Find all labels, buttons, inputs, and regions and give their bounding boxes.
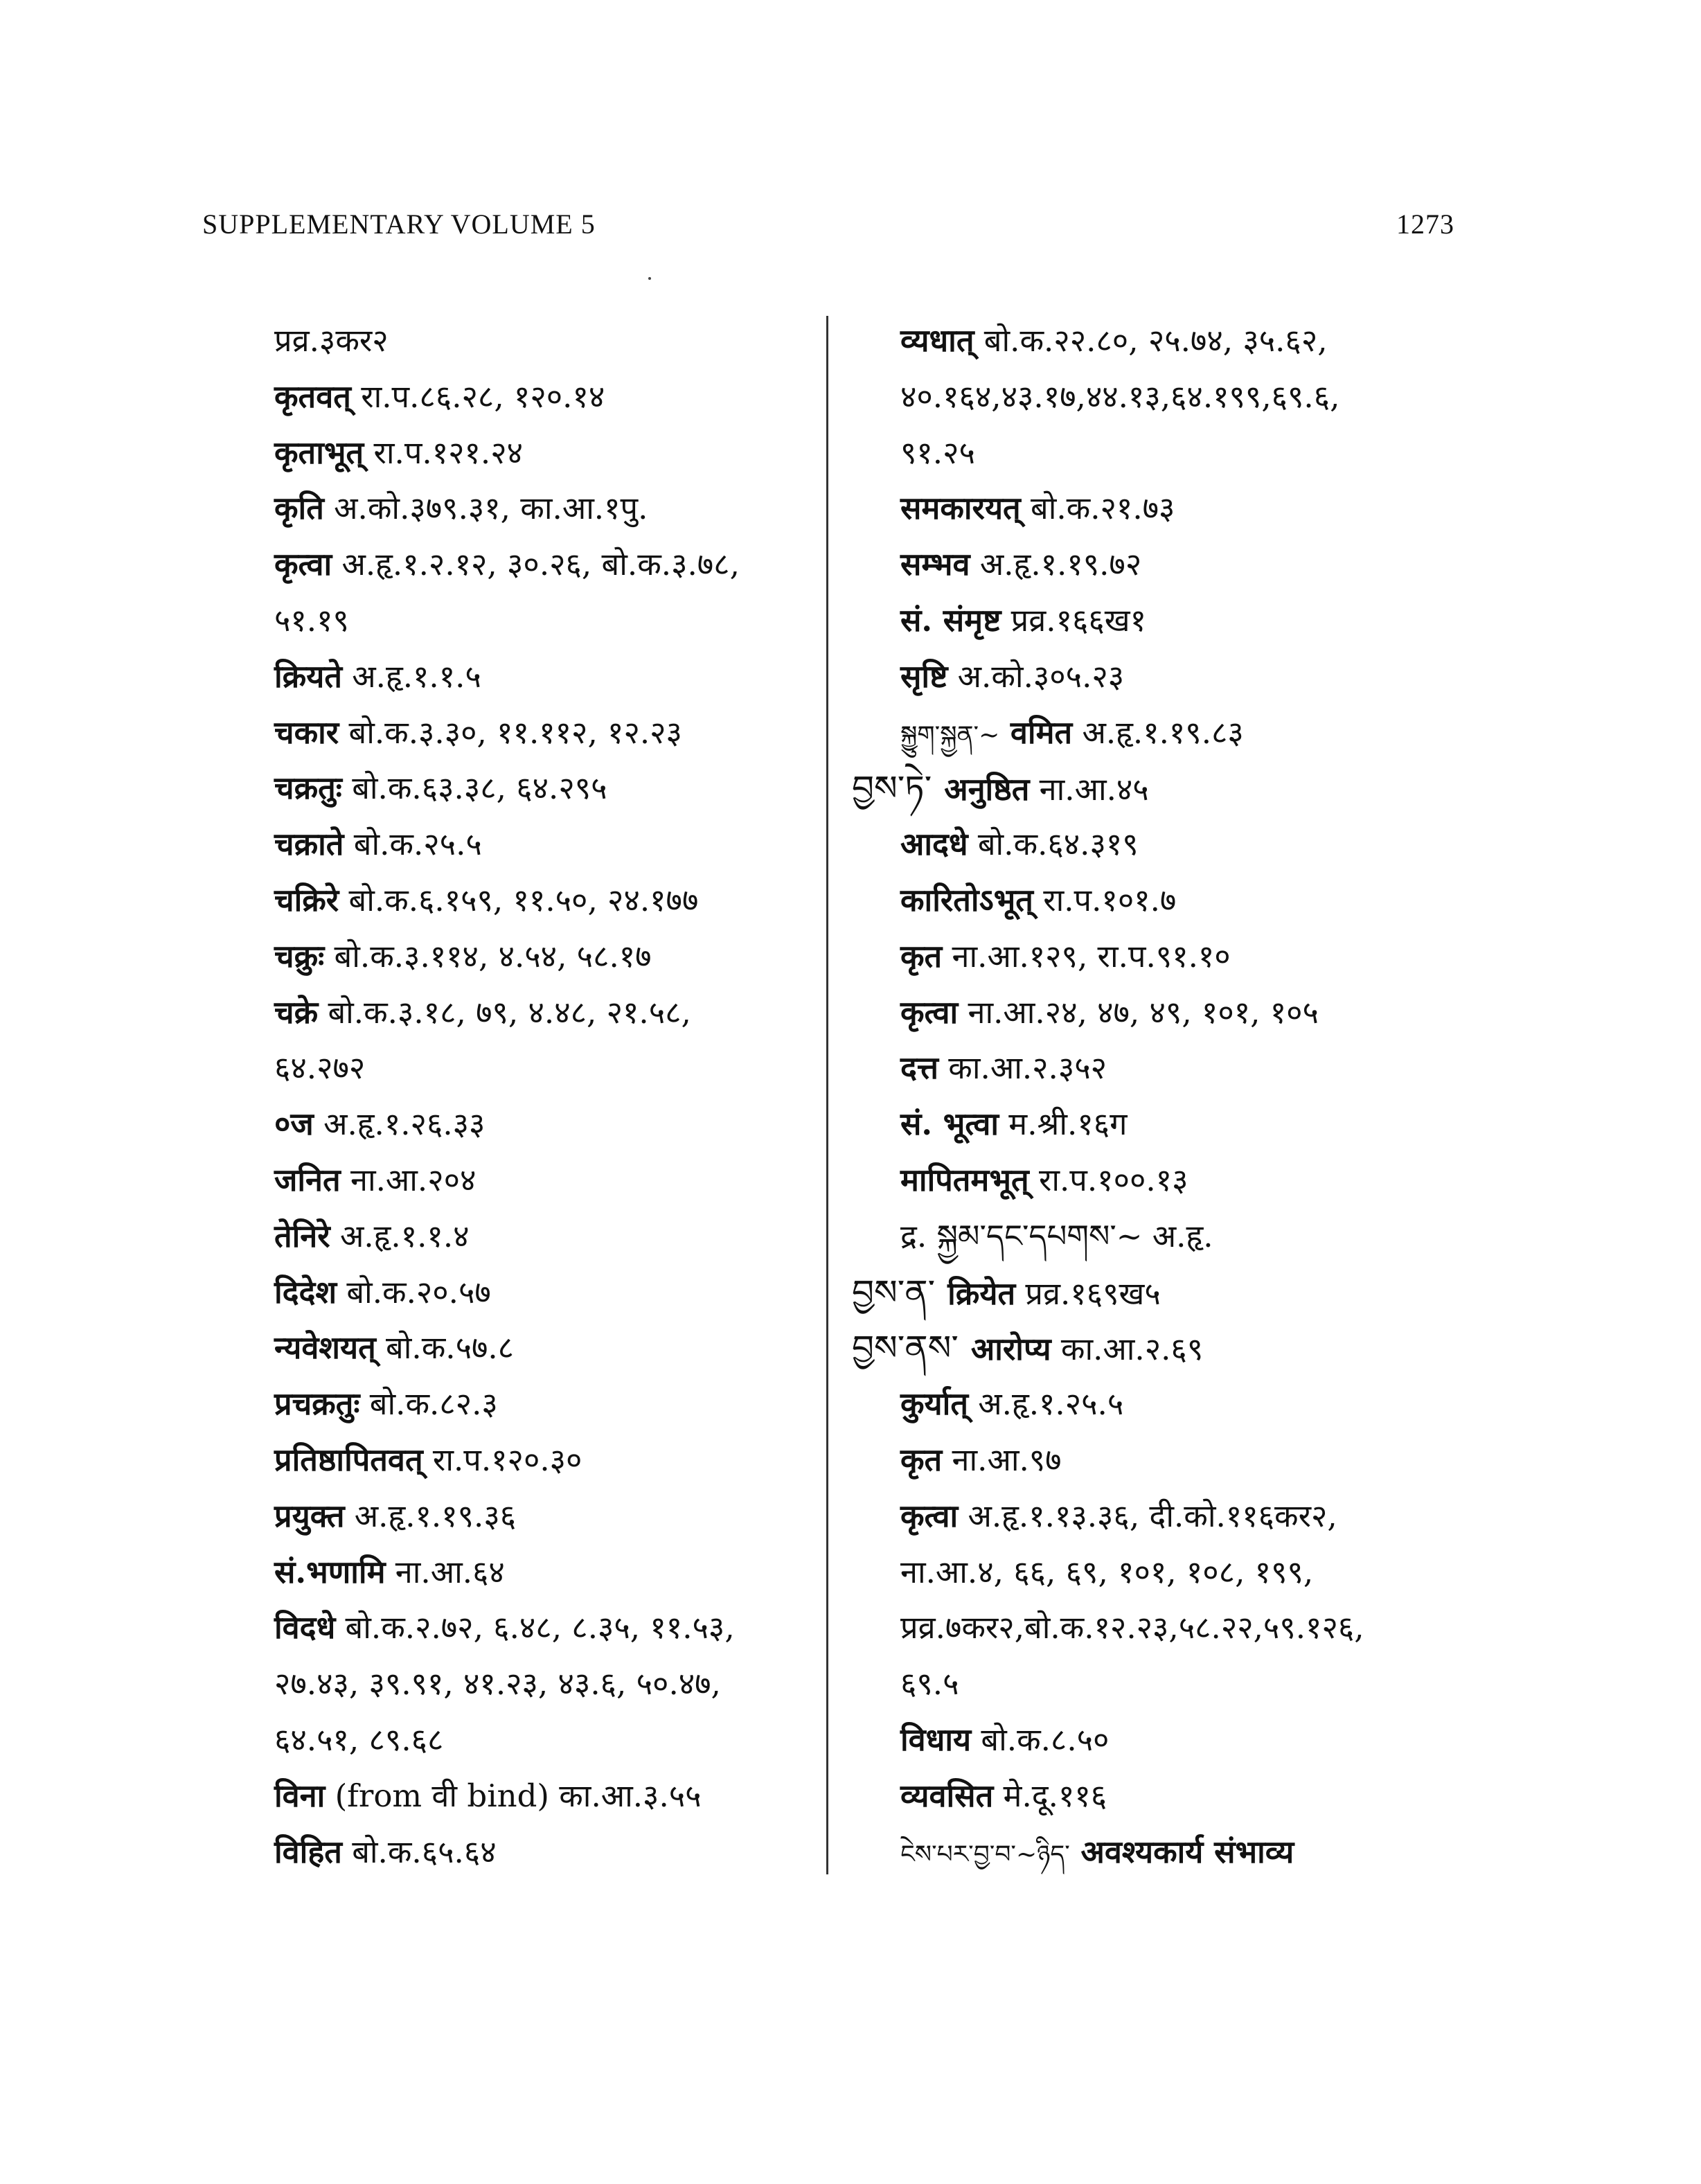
dictionary-line: [274, 369, 821, 425]
dictionary-line: [274, 985, 821, 1041]
citation: प्रव्र.१६६ख१: [1001, 601, 1147, 639]
dictionary-line: [852, 1656, 1475, 1712]
headword: सं. भूत्वा: [900, 1106, 999, 1143]
headword: न्यवेशयत्: [274, 1329, 376, 1367]
citation: अ.हृ.१.१९.८३: [1072, 713, 1244, 751]
citation: का.आ.२.३५२: [938, 1049, 1107, 1087]
citation: ६९.५: [900, 1665, 959, 1703]
headword: चक्राते: [274, 826, 344, 863]
dictionary-line: [274, 1712, 821, 1768]
dictionary-line: [852, 929, 1475, 985]
dictionary-line: [852, 1209, 1475, 1265]
citation: बो.क.८.५०: [971, 1721, 1110, 1758]
dictionary-line: [852, 1265, 1475, 1321]
citation: अ.हृ.१.२५.५: [968, 1385, 1124, 1423]
column-divider: [826, 316, 828, 1874]
citation: ना.आ.९७: [942, 1441, 1062, 1478]
citation: ना.आ.१२९, रा.प.९१.१०: [942, 937, 1231, 975]
headword: कृतवत्: [274, 378, 351, 415]
dictionary-line: [852, 1432, 1475, 1489]
headword: जनित: [274, 1161, 341, 1198]
dictionary-line: [852, 1825, 1475, 1881]
left-column: [274, 313, 821, 1880]
dictionary-line: [274, 705, 821, 761]
citation: ना.आ.४५: [1029, 771, 1149, 808]
headword: कृत्वा: [900, 993, 959, 1031]
citation: ९१.२५: [900, 434, 975, 471]
headword: क्रियेत: [947, 1275, 1016, 1312]
citation: अ.को.३७९.३१, का.आ.१पु.: [323, 490, 648, 527]
citation: बो.क.२.७२, ६.४८, ८.३५, ११.५३,: [335, 1609, 735, 1646]
citation: बो.क.६४.३१९: [968, 826, 1139, 863]
dictionary-line: [274, 425, 821, 481]
citation: बो.क.३.११४, ४.५४, ५८.१७: [324, 937, 652, 975]
dictionary-line: [274, 1097, 821, 1153]
dictionary-line: [274, 929, 821, 985]
tibetan-term: བྱས་ན་: [852, 1272, 936, 1313]
dictionary-line: [852, 761, 1475, 817]
citation: ना.आ.६४: [385, 1553, 505, 1590]
citation: अ.हृ.१.२.१२, ३०.२६, बो.क.३.७८,: [332, 546, 740, 583]
citation: प्रव्र.७कर२,बो.क.१२.२३,५८.२२,५९.१२६,: [900, 1609, 1364, 1646]
dictionary-line: [852, 705, 1475, 761]
dictionary-line: [852, 1768, 1475, 1825]
dictionary-line: [274, 817, 821, 873]
citation: द्र. སྐྱམ་དང་དཔགས་~ अ.हृ.: [900, 1217, 1213, 1254]
dictionary-line: [852, 313, 1475, 369]
dictionary-line: [852, 817, 1475, 873]
dictionary-line: [274, 1040, 821, 1097]
headword: विहित: [274, 1833, 342, 1870]
citation: का.आ.२.६९: [1051, 1331, 1204, 1368]
headword: कारितोऽभूत्: [900, 881, 1033, 918]
dictionary-line: [274, 537, 821, 593]
citation: अ.हृ.१.१.४: [330, 1217, 470, 1254]
headword: चक्रुः: [274, 937, 325, 975]
headword: सं.भणामि: [274, 1553, 386, 1590]
headword: विधाय: [900, 1721, 972, 1758]
running-head: [202, 208, 1454, 249]
citation: अ.हृ.१.२६.३३: [313, 1106, 486, 1143]
dictionary-line: [852, 1489, 1475, 1545]
citation: रा.प.१००.१३: [1028, 1161, 1188, 1198]
dictionary-line: [852, 481, 1475, 537]
dictionary-line: [852, 369, 1475, 425]
headword: विना: [274, 1777, 326, 1814]
headword: कृत: [900, 937, 943, 975]
citation: बो.क.२१.७३: [1020, 490, 1175, 527]
dictionary-line: [274, 1209, 821, 1265]
headword: ०ज: [274, 1106, 314, 1143]
dictionary-line: [852, 985, 1475, 1041]
citation: बो.क.६.१५९, ११.५०, २४.१७७: [339, 881, 699, 918]
headword: दिदेश: [274, 1273, 337, 1311]
dictionary-line: [852, 873, 1475, 929]
citation: अ.हृ.१.१३.३६, दी.को.११६कर२,: [958, 1497, 1337, 1534]
headword: सं. संमृष्ट: [900, 601, 1001, 639]
dictionary-line: [274, 873, 821, 929]
citation: बो.क.२०.५७: [337, 1273, 491, 1311]
citation: रा.प.८६.२८, १२०.१४: [350, 378, 605, 415]
headword: चक्रिरे: [274, 881, 339, 918]
dictionary-line: [274, 1265, 821, 1321]
citation: रा.प.१२१.२४: [364, 434, 523, 471]
headword: कृति: [274, 490, 324, 527]
citation: ना.आ.२०४: [340, 1161, 477, 1198]
citation: बो.क.६५.६४: [341, 1833, 497, 1870]
headword: अवश्यकार्य संभाव्य: [1069, 1833, 1294, 1870]
dictionary-line: [274, 1545, 821, 1601]
dictionary-line: [852, 1376, 1475, 1432]
citation: बो.क.२२.८०, २५.७४, ३५.६२,: [974, 322, 1328, 359]
dictionary-line: [852, 1040, 1475, 1097]
headword: प्रयुक्त: [274, 1497, 345, 1534]
headword: विदधे: [274, 1609, 336, 1646]
citation: ना.आ.४, ६६, ६९, १०१, १०८, १९९,: [900, 1553, 1314, 1590]
headword: वमित: [999, 713, 1073, 751]
citation: प्रव्र.१६९ख५: [1015, 1275, 1161, 1312]
dictionary-line: [274, 1489, 821, 1545]
headword: सृष्टि: [900, 657, 948, 695]
citation: बो.क.५७.८: [375, 1329, 515, 1367]
citation: (from वी bind) का.आ.३.५५: [325, 1777, 702, 1814]
citation: म.श्री.१६ग: [999, 1106, 1128, 1143]
headword: प्रचक्रतुः: [274, 1385, 360, 1423]
dictionary-line: [274, 1825, 821, 1881]
right-column: [852, 313, 1475, 1880]
dictionary-line: [852, 649, 1475, 705]
dictionary-line: [274, 1432, 821, 1489]
headword: चक्रे: [274, 993, 319, 1031]
dictionary-line: [852, 1097, 1475, 1153]
dictionary-line: [274, 1600, 821, 1656]
headword: तेनिरे: [274, 1217, 330, 1254]
dictionary-line: [274, 1656, 821, 1712]
tibetan-term: ངེས་པར་བྱ་བ་~ཉིད་: [900, 1840, 1070, 1869]
dictionary-line: [274, 1768, 821, 1825]
headword: दत्त: [900, 1049, 938, 1087]
dictionary-line: [274, 1153, 821, 1209]
dictionary-line: [274, 761, 821, 817]
headword: अनुष्ठित: [944, 771, 1030, 808]
dictionary-line: [852, 537, 1475, 593]
citation: रा.प.१२०.३०: [422, 1441, 582, 1478]
headword: चक्रतुः: [274, 770, 342, 807]
dictionary-line: [274, 481, 821, 537]
dictionary-line: [274, 649, 821, 705]
headword: प्रतिष्ठापितवत्: [274, 1441, 423, 1478]
headword: कुर्यात्: [900, 1385, 968, 1423]
headword: क्रियते: [274, 657, 342, 695]
citation: बो.क.२५.५: [344, 826, 482, 863]
citation: बो.क.८२.३: [359, 1385, 498, 1423]
citation: २७.४३, ३९.९१, ४१.२३, ४३.६, ५०.४७,: [274, 1665, 721, 1703]
dictionary-line: [274, 1320, 821, 1376]
page-number: 1273: [1396, 208, 1454, 240]
citation: अ.हृ.१.१.५: [341, 657, 481, 695]
citation: अ.को.३०५.२३: [947, 657, 1125, 695]
dictionary-line: [852, 1320, 1475, 1376]
citation: प्रव्र.३कर२: [274, 322, 389, 359]
citation: बो.क.३.३०, ११.११२, १२.२३: [339, 713, 682, 751]
citation: बो.क.६३.३८, ६४.२९५: [341, 770, 607, 807]
headword: व्यधात्: [900, 322, 974, 359]
dictionary-line: [274, 313, 821, 369]
dictionary-line: [274, 1376, 821, 1432]
headword: समकारयत्: [900, 490, 1021, 527]
headword: आरोप्य: [970, 1331, 1051, 1368]
headword: सम्भव: [900, 546, 970, 583]
citation: ६४.२७२: [274, 1049, 366, 1087]
dictionary-line: [852, 1600, 1475, 1656]
running-head-title: SUPPLEMENTARY VOLUME 5: [202, 208, 596, 240]
citation: ६४.५१, ८९.६८: [274, 1721, 444, 1758]
headword: आदधे: [900, 826, 968, 863]
tibetan-term: བྱས་ཏེ་: [852, 768, 932, 809]
citation: मे.दू.११६: [993, 1777, 1107, 1814]
dictionary-line: [852, 1153, 1475, 1209]
citation: ५१.१९: [274, 601, 349, 639]
citation: बो.क.३.१८, ७९, ४.४८, २१.५८,: [318, 993, 691, 1031]
citation: अ.हृ.१.१९.७२: [970, 546, 1142, 583]
citation: अ.हृ.१.१९.३६: [344, 1497, 517, 1534]
print-speck: [648, 277, 651, 280]
dictionary-line: [274, 593, 821, 649]
headword: कृताभूत्: [274, 434, 364, 471]
headword: कृत: [900, 1441, 943, 1478]
citation: रा.प.१०१.७: [1033, 881, 1177, 918]
tibetan-term: སྐྱུག་སྐྱན་~: [900, 720, 1000, 749]
dictionary-line: [852, 425, 1475, 481]
headword: चकार: [274, 713, 339, 751]
headword: व्यवसित: [900, 1777, 994, 1814]
headword: कृत्वा: [900, 1497, 959, 1534]
headword: मापितमभूत्: [900, 1161, 1029, 1198]
dictionary-line: [852, 1712, 1475, 1768]
dictionary-line: [852, 593, 1475, 649]
dictionary-line: [852, 1545, 1475, 1601]
citation: ना.आ.२४, ४७, ४९, १०१, १०५: [958, 993, 1319, 1031]
headword: कृत्वा: [274, 546, 332, 583]
citation: ४०.१६४,४३.१७,४४.१३,६४.१९९,६९.६,: [900, 378, 1340, 415]
tibetan-term: བྱས་ནས་: [852, 1328, 959, 1369]
